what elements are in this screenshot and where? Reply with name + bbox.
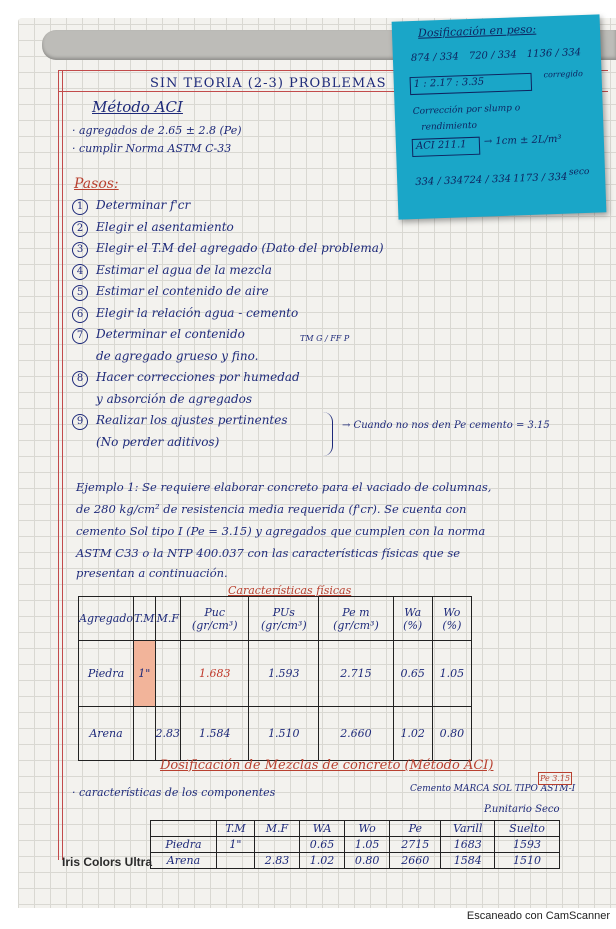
sticky-note <box>392 14 607 219</box>
step-text: Realizar los ajustes pertinentes <box>96 413 288 427</box>
table-cell: 1.593 <box>249 641 319 707</box>
table-cell: 0.65 <box>300 837 345 853</box>
table-cell: 1510 <box>495 853 560 869</box>
table-header-cell: T.M <box>134 597 155 641</box>
margin-line <box>58 70 59 860</box>
table-cell: Piedra <box>151 837 217 853</box>
example-line-5: presentan a continuación. <box>76 566 228 580</box>
step-item <box>72 435 219 449</box>
intro-line-2: · cumplir Norma ASTM C-33 <box>72 142 232 155</box>
step-item <box>72 220 234 237</box>
notebook-logo: Iris Colors Ultra <box>62 855 153 869</box>
table-header-row <box>79 597 472 641</box>
method-title: Método ACI <box>92 98 183 116</box>
table-header-cell: Varill <box>441 821 495 837</box>
page-title: SIN TEORIA (2-3) PROBLEMAS <box>150 76 387 91</box>
table-cell: 1.584 <box>181 707 249 761</box>
table-row <box>151 853 560 869</box>
table-cell: 1.683 <box>181 641 249 707</box>
table-cell: 1683 <box>441 837 495 853</box>
bracket <box>322 412 333 456</box>
table-cell: 1.02 <box>393 707 432 761</box>
table-header-cell: WA <box>300 821 345 837</box>
table-header-cell: M.F <box>254 821 299 837</box>
table-cell: 1.05 <box>345 837 390 853</box>
table-header-cell: M.F <box>155 597 181 641</box>
step-item <box>72 241 384 258</box>
step-text: Elegir el T.M del agregado (Dato del problema) <box>96 241 384 255</box>
table-cell: 2660 <box>390 853 441 869</box>
step-number: 6 <box>72 307 88 323</box>
components-table <box>150 820 560 869</box>
intro-line-1: · agregados de 2.65 ± 2.8 (Pe) <box>72 124 242 137</box>
steps-title: Pasos: <box>74 176 119 192</box>
sticky-frac-2: 720 / 334 <box>468 49 517 63</box>
table-header-row <box>151 821 560 837</box>
table-header-cell: Puc (gr/cm³) <box>181 597 249 641</box>
step-number: 9 <box>72 414 88 430</box>
sticky-arrow-note: → 1cm ± 2L/m³ <box>483 133 562 148</box>
table-header-cell: Suelto <box>495 821 560 837</box>
sticky-frac-1: 874 / 334 <box>410 51 459 65</box>
step-item <box>72 392 252 406</box>
sticky-correction-1: Corrección por slump o <box>412 103 521 118</box>
sticky-frac-b2: 724 / 334 <box>463 173 512 187</box>
table-header-cell: Pe <box>390 821 441 837</box>
step-text: Estimar el contenido de aire <box>96 284 269 298</box>
table-cell: 1" <box>216 837 254 853</box>
table-cell: 1.02 <box>300 853 345 869</box>
step-item <box>72 263 272 280</box>
step-text: (No perder aditivos) <box>96 434 220 449</box>
table-cell <box>216 853 254 869</box>
step-item <box>72 198 190 215</box>
table-cell: 1593 <box>495 837 560 853</box>
scanner-footer: Escaneado con CamScanner <box>466 910 610 922</box>
step-item <box>72 327 245 344</box>
table-header-cell: PUs (gr/cm³) <box>249 597 319 641</box>
table-header-cell: Wa (%) <box>393 597 432 641</box>
example-line-2: de 280 kg/cm² de resistencia media requerida (f'cr). Se cuenta con <box>76 502 467 516</box>
table-row <box>151 837 560 853</box>
table-cell: 2.83 <box>155 707 181 761</box>
characteristics-table <box>78 596 472 761</box>
table-cell: 2.660 <box>319 707 393 761</box>
step-item <box>72 413 288 430</box>
step-number: 1 <box>72 199 88 215</box>
table-cell: 1" <box>134 641 155 707</box>
step-item <box>72 306 298 323</box>
side-note: → Cuando no nos den Pe cemento = 3.15 <box>342 420 550 431</box>
example-line-1: Ejemplo 1: Se requiere elaborar concreto para el vaciado de columnas, <box>76 480 492 494</box>
step-text: Elegir el asentamiento <box>96 219 234 234</box>
step-text: Elegir la relación agua - cemento <box>96 305 299 320</box>
table-cell: Piedra <box>79 641 134 707</box>
table-cell <box>155 641 181 707</box>
step-text: Determinar f'cr <box>96 198 191 212</box>
sticky-frac-b3: 1173 / 334 <box>512 171 568 185</box>
table-cell <box>134 707 155 761</box>
table-header-cell <box>151 821 217 837</box>
table-cell: 2.715 <box>319 641 393 707</box>
table1-title: Características físicas <box>228 584 352 597</box>
step-number: 8 <box>72 371 88 387</box>
example-line-3: cemento Sol tipo I (Pe = 3.15) y agregados que cumplen con la norma <box>76 524 486 538</box>
sticky-aci: ACI 211.1 <box>415 139 467 152</box>
step-item <box>72 349 258 363</box>
sticky-correction-2: rendimiento <box>421 120 478 133</box>
sticky-title: Dosificación en peso: <box>417 22 537 40</box>
table-cell: 1.05 <box>432 641 471 707</box>
step-text: Estimar el agua de la mezcla <box>96 262 272 277</box>
table-cell: 0.80 <box>432 707 471 761</box>
step-text: Determinar el contenido <box>96 327 245 341</box>
table-cell: 1584 <box>441 853 495 869</box>
step-number: 4 <box>72 264 88 280</box>
margin-line-2 <box>62 70 63 860</box>
step-number: 5 <box>72 285 88 301</box>
table-cell: 1.510 <box>249 707 319 761</box>
table-cell: 0.65 <box>393 641 432 707</box>
sticky-seco: seco <box>568 166 590 178</box>
table-cell: 2715 <box>390 837 441 853</box>
dosification-subtitle: · características de los componentes <box>72 786 276 799</box>
cement-pe: Pe 3.15 <box>540 774 571 783</box>
table-cell: 2.83 <box>254 853 299 869</box>
example-line-4: ASTM C33 o la NTP 400.037 con las características físicas que se <box>76 546 461 560</box>
table-header-cell: Wo (%) <box>432 597 471 641</box>
table-header-cell: Pe m (gr/cm³) <box>319 597 393 641</box>
sticky-frac-3: 1136 / 334 <box>526 47 582 60</box>
table-header-cell: Agregado <box>79 597 134 641</box>
step-number: 3 <box>72 242 88 258</box>
sticky-corrected: corregido <box>543 69 583 80</box>
table-cell: Arena <box>151 853 217 869</box>
dosification-title: Dosificación de Mezclas de concreto (Método ACI) <box>160 758 494 773</box>
step-number: 7 <box>72 328 88 344</box>
step-text: y absorción de agregados <box>96 391 253 406</box>
sticky-ratio: 1 : 2.17 : 3.35 <box>413 76 485 90</box>
table-cell <box>254 837 299 853</box>
cement-brand: Cemento MARCA SOL TIPO ASTM-I <box>410 784 576 794</box>
step-number: 2 <box>72 221 88 237</box>
table-cell: Arena <box>79 707 134 761</box>
sticky-frac-b1: 334 / 334 <box>415 175 464 188</box>
table-header-cell: T.M <box>216 821 254 837</box>
tm-ff-note: TM G / FF P <box>300 334 350 343</box>
step-text: de agregado grueso y fino. <box>96 348 259 363</box>
step-item <box>72 284 269 301</box>
step-item <box>72 370 300 387</box>
step-text: Hacer correcciones por humedad <box>96 370 300 384</box>
table-row <box>79 641 472 707</box>
table-row <box>79 707 472 761</box>
table-header-cell: Wo <box>345 821 390 837</box>
table-cell: 0.80 <box>345 853 390 869</box>
punit-label: P.unitario Seco <box>484 804 560 815</box>
